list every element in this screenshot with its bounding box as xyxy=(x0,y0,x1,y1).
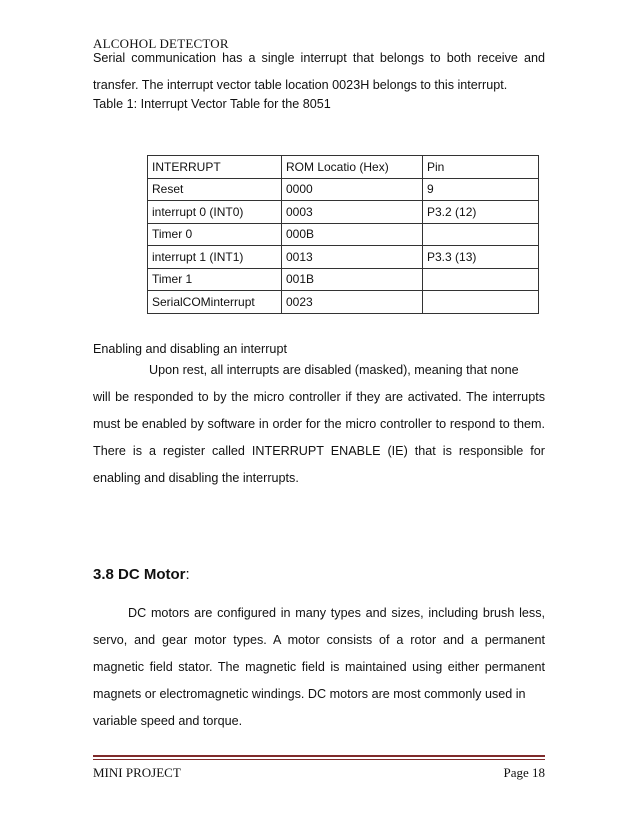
table-row xyxy=(148,178,539,201)
dc-motor-line: DC motors are configured in many types and sizes, including brush less, xyxy=(128,606,545,620)
enable-line: will be responded to by the micro controller if they are activated. The interrupts xyxy=(93,390,545,404)
section-title: DC Motor xyxy=(118,566,186,583)
table-cell: SerialCOMinterrupt xyxy=(148,291,282,314)
table-cell: interrupt 0 (INT0) xyxy=(148,201,282,224)
table-cell: 0000 xyxy=(282,178,423,201)
section-colon: : xyxy=(185,566,190,583)
dc-motor-paragraph xyxy=(93,600,545,735)
dc-motor-line: variable speed and torque. xyxy=(93,714,243,728)
table-cell: Reset xyxy=(148,178,282,201)
table-caption: Table 1: Interrupt Vector Table for the 8051 xyxy=(93,97,331,111)
interrupt-vector-table xyxy=(147,155,539,314)
table-cell xyxy=(423,268,539,291)
table-cell: 0003 xyxy=(282,201,423,224)
dc-motor-line: magnets or electromagnetic windings. DC motors are most commonly used in xyxy=(93,687,526,701)
table-header-cell: Pin xyxy=(423,156,539,179)
footer-rule-thick xyxy=(93,755,545,757)
table-cell: 001B xyxy=(282,268,423,291)
footer-page-number: Page 18 xyxy=(503,765,545,780)
table-cell xyxy=(423,223,539,246)
footer-rule-thin xyxy=(93,759,545,760)
enable-line: There is a register called INTERRUPT ENABLE (IE) that is responsible for xyxy=(93,444,545,458)
enable-heading: Enabling and disabling an interrupt xyxy=(93,342,287,356)
table-cell: P3.3 (13) xyxy=(423,246,539,269)
table-cell: interrupt 1 (INT1) xyxy=(148,246,282,269)
enable-line: enabling and disabling the interrupts. xyxy=(93,471,299,485)
table-cell xyxy=(423,291,539,314)
footer-project-label: MINI PROJECT xyxy=(93,765,181,780)
intro-paragraph xyxy=(93,45,545,99)
intro-line: Serial communication has a single interrupt that belongs to both receive and xyxy=(93,51,545,65)
table-cell: 0023 xyxy=(282,291,423,314)
dc-motor-line: servo, and gear motor types. A motor consists of a rotor and a permanent xyxy=(93,633,545,647)
table-row xyxy=(148,223,539,246)
table-row xyxy=(148,268,539,291)
table-cell: Timer 1 xyxy=(148,268,282,291)
table-row xyxy=(148,291,539,314)
table-cell: Timer 0 xyxy=(148,223,282,246)
enable-line: must be enabled by software in order for the micro controller to respond to them. xyxy=(93,417,545,431)
table-cell: 9 xyxy=(423,178,539,201)
dc-motor-line: magnetic field stator. The magnetic field is maintained using either permanent xyxy=(93,660,545,674)
enable-line: Upon rest, all interrupts are disabled (masked), meaning that none xyxy=(149,363,519,377)
section-heading xyxy=(93,566,190,583)
enable-paragraph xyxy=(93,357,545,492)
intro-line: transfer. The interrupt vector table location 0023H belongs to this interrupt. xyxy=(93,78,508,92)
table-cell: P3.2 (12) xyxy=(423,201,539,224)
table-header-cell: INTERRUPT xyxy=(148,156,282,179)
table-row xyxy=(148,246,539,269)
table-row xyxy=(148,201,539,224)
running-header: ALCOHOL DETECTOR xyxy=(93,36,229,51)
table-cell: 0013 xyxy=(282,246,423,269)
table-header-cell: ROM Locatio (Hex) xyxy=(282,156,423,179)
table-cell: 000B xyxy=(282,223,423,246)
section-number: 3.8 xyxy=(93,566,114,583)
table-header-row xyxy=(148,156,539,179)
